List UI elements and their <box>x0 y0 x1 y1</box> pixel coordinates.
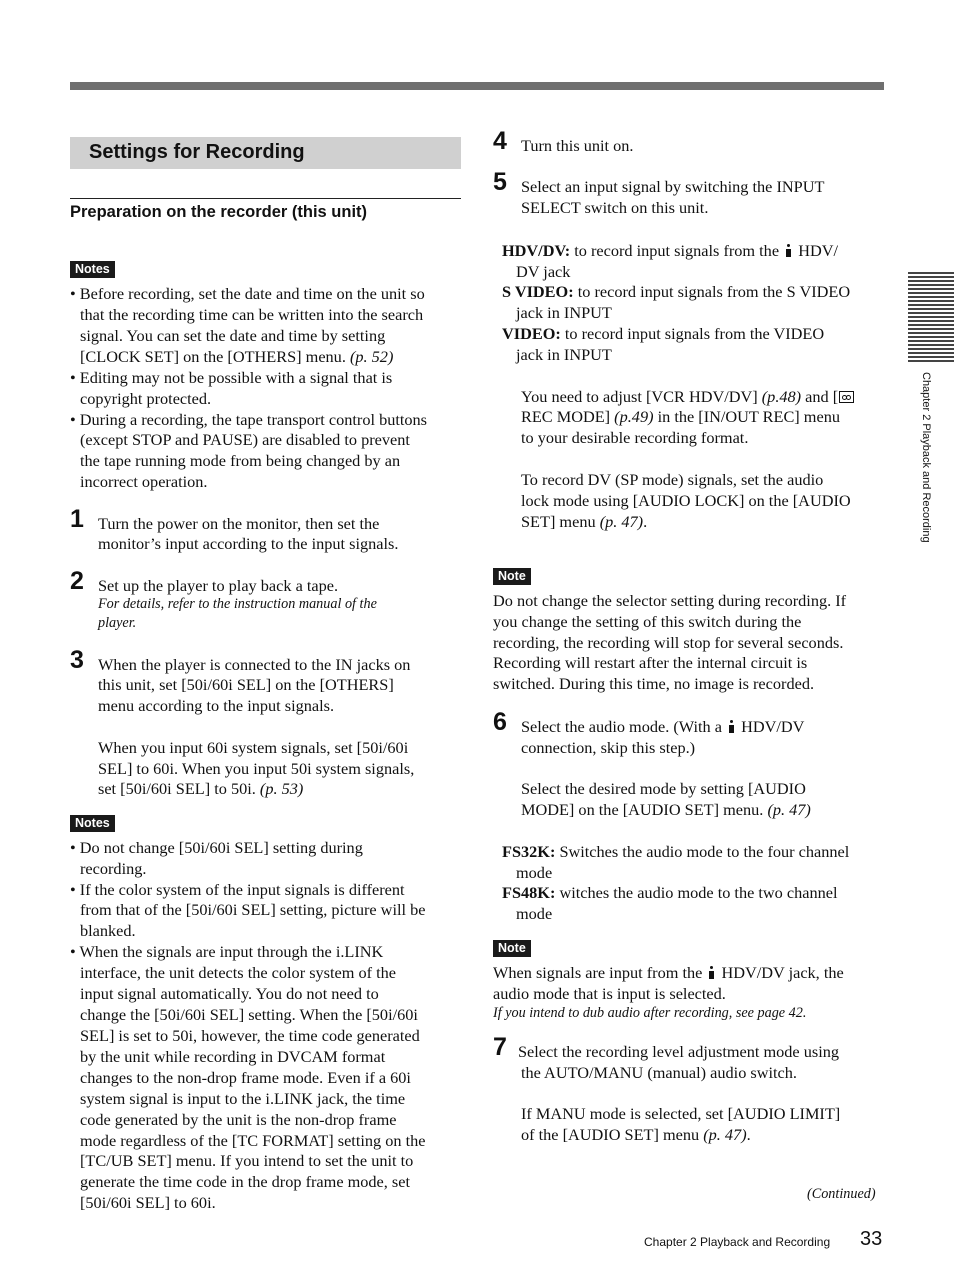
adjust-line: to your desirable recording format. <box>521 428 749 447</box>
input-svideo <box>502 281 850 302</box>
step-6-number: 6 <box>493 708 507 736</box>
note-line: signal. You can set the date and time by setting <box>80 326 386 345</box>
step-7-line: If MANU mode is selected, set [AUDIO LIMIT] <box>521 1104 841 1123</box>
note-line: switched. During this time, no image is recorded. <box>493 674 815 693</box>
step-1-line: Turn the power on the monitor, then set the <box>98 514 380 533</box>
step-7-text: of the [AUDIO SET] menu <box>521 1125 704 1144</box>
mode-text: witches the audio mode to the two channel <box>555 883 838 902</box>
note-line: • If the color system of the input signals is different <box>70 880 405 899</box>
step-7-line: Select the recording level adjustment mode using <box>518 1042 840 1061</box>
mode-term: FS48K: <box>502 883 556 902</box>
page-ref: (p.48) <box>761 387 802 406</box>
page-ref: (p. 47) <box>703 1125 747 1144</box>
note-line: recording. <box>80 859 147 878</box>
note-line: • During a recording, the tape transport control buttons <box>70 410 428 429</box>
note-text: [CLOCK SET] on the [OTHERS] menu. <box>80 347 350 366</box>
step-3-line: this unit, set [50i/60i SEL] on the [OTHERS] <box>98 675 394 694</box>
step-7-number: 7 <box>493 1033 507 1061</box>
footer-chapter: Chapter 2 Playback and Recording <box>644 1235 831 1249</box>
dv-line <box>521 511 647 532</box>
note-text: HDV/DV jack, the <box>717 963 844 982</box>
step-3-line: When you input 60i system signals, set [50i/60i <box>98 738 409 757</box>
notes-badge: Notes <box>70 815 115 832</box>
note-line: recording, the recording will stop for several seconds. <box>493 633 844 652</box>
mode-term: FS32K: <box>502 842 556 861</box>
adjust-line <box>521 406 840 427</box>
step-6-line: connection, skip this step.) <box>521 738 696 757</box>
input-hdvdv <box>502 240 838 261</box>
note-line: Do not change the selector setting during recording. If <box>493 591 847 610</box>
tape-icon <box>839 391 854 403</box>
step-4-number: 4 <box>493 127 507 155</box>
mode-text: Switches the audio mode to the four channel <box>555 842 850 861</box>
step-6-text: MODE] on the [AUDIO SET] menu. <box>521 800 768 819</box>
adjust-text: REC MODE] <box>521 407 615 426</box>
continued-label: (Continued) <box>807 1186 876 1202</box>
input-text: HDV/ <box>794 241 838 260</box>
mode-fs48k <box>502 882 838 903</box>
note-line: system signal is input to the i.LINK jack, the time <box>80 1089 406 1108</box>
note-line: incorrect operation. <box>80 472 208 491</box>
input-term: S VIDEO: <box>502 282 574 301</box>
step-4-text: Turn this unit on. <box>521 136 634 155</box>
step-3-line: SEL] to 60i. When you input 50i system signals, <box>98 759 415 778</box>
note-italic: If you intend to dub audio after recording, see page 42. <box>493 1005 807 1021</box>
page-ref: (p. 47) <box>599 512 644 531</box>
step-2-number: 2 <box>70 567 84 595</box>
adjust-text: in the [IN/OUT REC] menu <box>653 407 840 426</box>
note-badge: Note <box>493 940 531 957</box>
subsection-title: Preparation on the recorder (this unit) <box>70 203 368 221</box>
adjust-text: and [ <box>801 387 839 406</box>
step-5-line: SELECT switch on this unit. <box>521 198 709 217</box>
input-text: to record input signals from the <box>570 241 784 260</box>
page-number: 33 <box>860 1228 883 1250</box>
step-5-number: 5 <box>493 168 507 196</box>
step-6-text: HDV/DV <box>737 717 805 736</box>
note-badge: Note <box>493 568 531 585</box>
note-line: • Before recording, set the date and time on the unit so <box>70 284 425 303</box>
ilink-icon <box>728 720 735 733</box>
input-video <box>502 323 824 344</box>
chapter-thumb-tab <box>908 272 954 364</box>
step-6-text: Select the audio mode. (With a <box>521 717 727 736</box>
note-line: you change the setting of this switch during the <box>493 612 802 631</box>
input-term: VIDEO: <box>502 324 561 343</box>
input-cont: jack in INPUT <box>516 303 612 322</box>
note-line: blanked. <box>80 921 136 940</box>
notes-badge: Notes <box>70 261 115 278</box>
note-text: When signals are input from the <box>493 963 707 982</box>
input-text: to record input signals from the S VIDEO <box>573 282 851 301</box>
dv-text: SET] menu <box>521 512 600 531</box>
step-7-text: . <box>746 1125 751 1144</box>
mode-fs32k <box>502 841 849 862</box>
step-7-line <box>521 1124 751 1145</box>
step-3-text: set [50i/60i SEL] to 50i. <box>98 779 260 798</box>
page-ref: (p. 53) <box>259 779 304 798</box>
note-line <box>80 346 393 367</box>
input-text: to record input signals from the VIDEO <box>560 324 825 343</box>
step-6-line <box>521 799 811 820</box>
page-ref: (p.49) <box>614 407 654 426</box>
step-5-line: Select an input signal by switching the INPUT <box>521 177 825 196</box>
adjust-text: You need to adjust [VCR HDV/DV] <box>521 387 762 406</box>
mode-cont: mode <box>516 863 553 882</box>
note-line: [50i/60i SEL] to 60i. <box>80 1193 216 1212</box>
note-line: changes to the non-drop frame mode. Even if a 60i <box>80 1068 411 1087</box>
note-line: code generated by the unit is the non-drop frame <box>80 1110 397 1129</box>
step-3-line: menu according to the input signals. <box>98 696 335 715</box>
note-line: • When the signals are input through the i.LINK <box>70 942 384 961</box>
step-2-italic: For details, refer to the instruction manual of the <box>98 596 377 612</box>
step-7-line: the AUTO/MANU (manual) audio switch. <box>521 1063 797 1082</box>
note-line: • Do not change [50i/60i SEL] setting during <box>70 838 363 857</box>
note-line: Recording will restart after the internal circuit is <box>493 653 808 672</box>
note-line: by the unit while recording in DVCAM format <box>80 1047 386 1066</box>
page-ref: (p. 47) <box>767 800 811 819</box>
section-title: Settings for Recording <box>89 141 305 163</box>
step-3-number: 3 <box>70 646 84 674</box>
adjust-line <box>521 386 855 407</box>
mode-cont: mode <box>516 904 553 923</box>
note-line: [TC/UB SET] menu. If you intend to set the unit to <box>80 1151 414 1170</box>
input-term: HDV/DV: <box>502 241 571 260</box>
side-chapter-label: Chapter 2 Playback and Recording <box>920 372 932 543</box>
step-6-line: Select the desired mode by setting [AUDIO <box>521 779 806 798</box>
step-2-italic: player. <box>98 615 137 631</box>
dv-line: To record DV (SP mode) signals, set the audio <box>521 470 824 489</box>
step-1-line: monitor’s input according to the input signals. <box>98 534 399 553</box>
dv-text: . <box>643 512 648 531</box>
note-line: that the recording time can be written into the search <box>80 305 424 324</box>
input-cont: jack in INPUT <box>516 345 612 364</box>
note-line: audio mode that is input is selected. <box>493 984 726 1003</box>
note-line: generate the time code in the drop frame mode, set <box>80 1172 411 1191</box>
step-1-number: 1 <box>70 505 84 533</box>
subsection-rule <box>70 198 461 199</box>
note-line: mode regardless of the [TC FORMAT] setting on the <box>80 1131 426 1150</box>
step-6-line <box>521 716 804 737</box>
step-3-line: When the player is connected to the IN jacks on <box>98 655 411 674</box>
dv-line: lock mode using [AUDIO LOCK] on the [AUDIO <box>521 491 851 510</box>
top-rule <box>70 82 884 90</box>
step-2-text: Set up the player to play back a tape. <box>98 576 339 595</box>
note-line <box>493 962 844 983</box>
note-line: • Editing may not be possible with a signal that is <box>70 368 393 387</box>
note-line: the tape running mode from being changed by an <box>80 451 401 470</box>
ilink-icon <box>785 244 792 257</box>
note-line: copyright protected. <box>80 389 212 408</box>
note-line: from that of the [50i/60i SEL] setting, picture will be <box>80 900 426 919</box>
input-cont: DV jack <box>516 262 571 281</box>
ilink-icon <box>708 966 715 979</box>
page-ref: (p. 52) <box>349 347 394 366</box>
note-line: input signal automatically. You do not need to <box>80 984 379 1003</box>
note-line: interface, the unit detects the color system of the <box>80 963 397 982</box>
note-line: (except STOP and PAUSE) are disabled to prevent <box>80 430 410 449</box>
step-3-line <box>98 778 303 799</box>
note-line: SEL] is set to 50i, however, the time code generated <box>80 1026 420 1045</box>
note-line: change the [50i/60i SEL] setting. When the [50i/60i <box>80 1005 418 1024</box>
